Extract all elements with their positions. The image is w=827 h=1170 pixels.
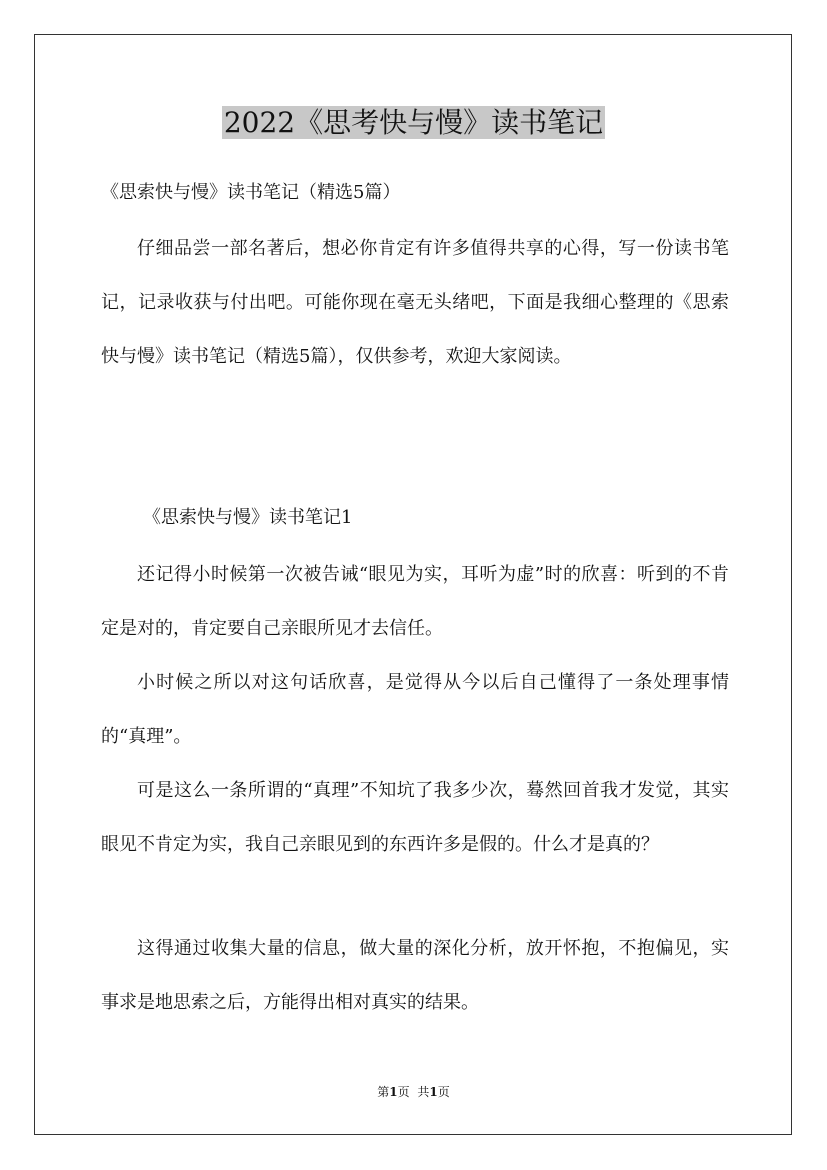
footer-total-pages: 1 (429, 1085, 438, 1099)
footer-total-suffix: 页 (437, 1085, 450, 1099)
page-footer (0, 1082, 827, 1102)
body-paragraph-4: 这得通过收集大量的信息，做大量的深化分析，放开怀抱，不抱偏见，实事求是地思索之后，方能得出相对真实的结果。 (101, 938, 729, 1013)
intro-paragraph: 仔细品尝一部名著后，想必你肯定有许多值得共享的心得，写一份读书笔记，记录收获与付出吧。可能你现在毫无头绪吧，下面是我细心整理的《思索快与慢》读书笔记（精选5篇），仅供参考，欢迎大家阅读。 (101, 238, 729, 367)
footer-page-prefix: 第 (377, 1085, 390, 1099)
footer-page-number: 1 (389, 1085, 398, 1099)
footer-page-suffix: 页 (397, 1085, 410, 1099)
document-title-text: 2022《思考快与慢》读书笔记 (223, 106, 604, 139)
body-paragraph-1: 还记得小时候第一次被告诫“眼见为实，耳听为虚”时的欣喜：听到的不肯定是对的，肯定要自己亲眼所见才去信任。 (101, 564, 729, 639)
body-paragraph-2: 小时候之所以对这句话欣喜，是觉得从今以后自己懂得了一条处理事情的“真理”。 (101, 672, 729, 747)
footer-total-prefix: 共 (417, 1085, 430, 1099)
body-paragraph-3: 可是这么一条所谓的“真理”不知坑了我多少次，蓦然回首我才发觉，其实眼见不肯定为实，我自己亲眼见到的东西许多是假的。什么才是真的？ (101, 780, 729, 855)
section-heading: 《思索快与慢》读书笔记1 (143, 507, 353, 528)
document-subtitle: 《思索快与慢》读书笔记（精选5篇） (101, 182, 401, 203)
document-title (0, 103, 827, 143)
